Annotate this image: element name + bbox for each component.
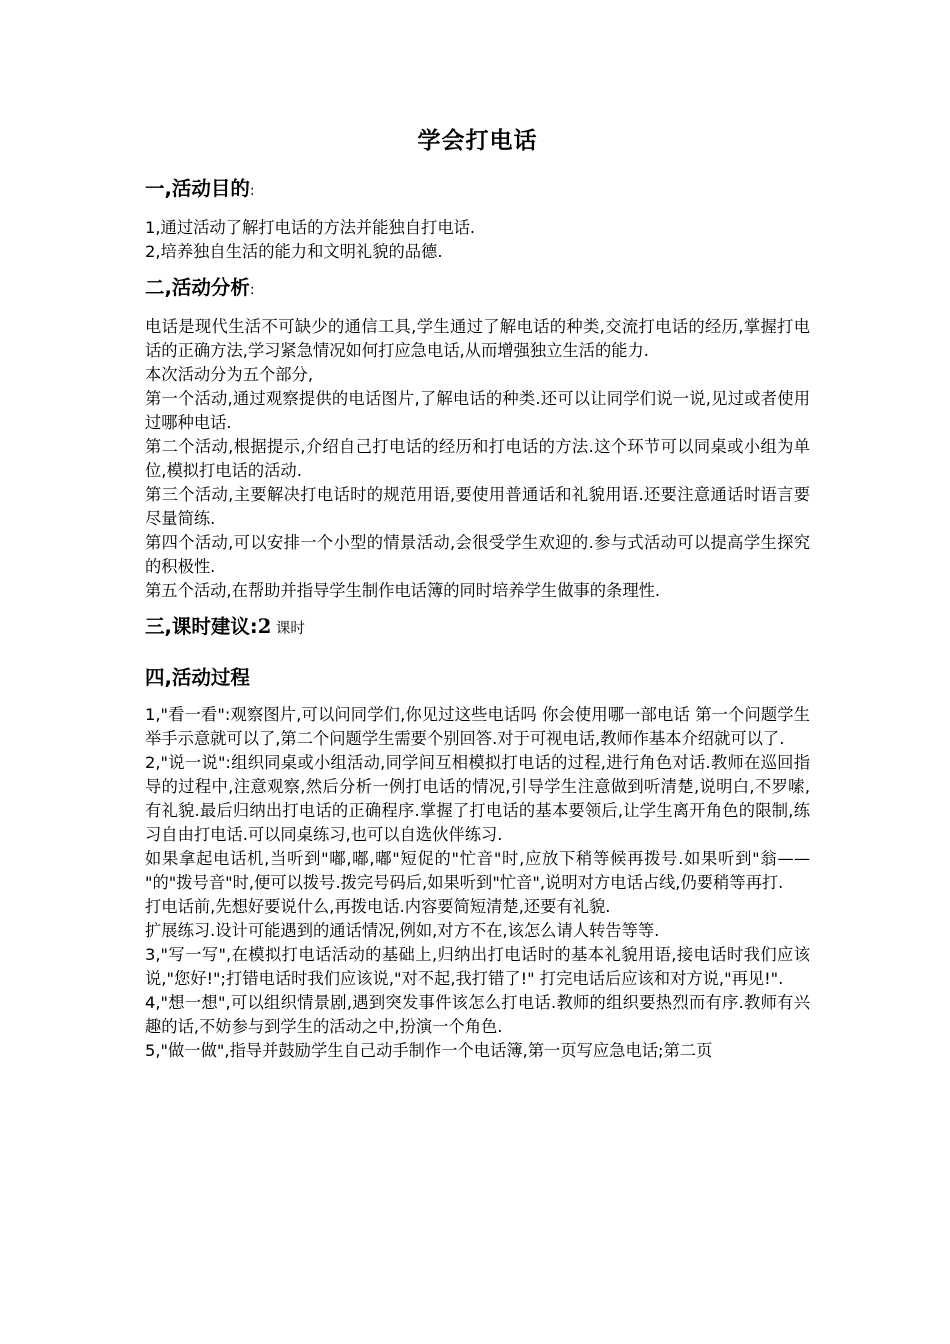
document-page xyxy=(145,122,810,1063)
paragraph: 如果拿起电话机,当听到"嘟,嘟,嘟"短促的"忙音"时,应放下稍等候再拨号.如果听到"翁—— "的"拨号音"时,便可以拨号.拨完号码后,如果听到"忙音",说明对方电话占线,仍要稍等再打. xyxy=(145,849,810,892)
paragraph: 第二个活动,根据提示,介绍自己打电话的经历和打电话的方法.这个环节可以同桌或小组为单位,模拟打电话的活动. xyxy=(145,437,810,480)
section-heading-text: 二,活动分析 xyxy=(145,276,250,299)
paragraph: 扩展练习.设计可能遇到的通话情况,例如,对方不在,该怎么请人转告等等. xyxy=(145,921,660,940)
lesson-hours-number: 2 xyxy=(257,615,272,638)
paragraph: 第四个活动,可以安排一个小型的情景活动,会很受学生欢迎的.参与式活动可以提高学生探究的积极性. xyxy=(145,533,810,576)
paragraph: 4,"想一想",可以组织情景剧,遇到突发事件该怎么打电话.教师的组织要热烈而有序.教师有兴趣的话,不妨参与到学生的活动之中,扮演一个角色. xyxy=(145,993,810,1036)
section-heading xyxy=(145,174,810,206)
section-heading-text: 三,课时建议: xyxy=(145,615,258,638)
section-heading xyxy=(145,663,810,693)
paragraph: 5,"做一做",指导并鼓励学生自己动手制作一个电话簿,第一页写应急电话;第二页 xyxy=(145,1041,713,1060)
section-heading-text: 四,活动过程 xyxy=(145,666,250,689)
section-heading-suffix: : xyxy=(249,183,255,199)
paragraph: 1,"看一看":观察图片,可以问同学们,你见过这些电话吗 你会使用哪一部电话 第一个问题学生举手示意就可以了,第二个问题学生需要个别回答.对于可视电话,教师作基本介绍就可以了. xyxy=(145,705,810,748)
paragraph: 打电话前,先想好要说什么,再拨电话.内容要简短清楚,还要有礼貌. xyxy=(145,897,611,916)
paragraph: 2,培养独自生活的能力和文明礼貌的品德. xyxy=(145,242,443,261)
section-activity-analysis xyxy=(145,273,810,603)
section-heading-text: 一,活动目的 xyxy=(145,177,250,200)
paragraph: 1,通过活动了解打电话的方法并能独自打电话. xyxy=(145,218,476,237)
section-activity-process xyxy=(145,663,810,1063)
section-activity-goals xyxy=(145,174,810,264)
paragraph: 第一个活动,通过观察提供的电话图片,了解电话的种类.还可以让同学们说一说,见过或者使用过哪种电话. xyxy=(145,389,810,432)
section-heading-suffix: : xyxy=(249,282,255,298)
document-title: 学会打电话 xyxy=(417,128,538,154)
paragraph: 本次活动分为五个部分, xyxy=(145,365,313,384)
paragraph: 2,"说一说":组织同桌或小组活动,同学间互相模拟打电话的过程,进行角色对话.教师在巡回指导的过程中,注意观察,然后分析一例打电话的情况,引导学生注意做到听清楚,说明白,不罗嗦,有礼貌.最后归纳出打电话的正确程序.掌握了打电话的基本要领后,让学生离开角色的限制,练习自由打电话.可以同桌练习,也可以自选伙伴练习. xyxy=(145,753,810,844)
paragraph: 第三个活动,主要解决打电话时的规范用语,要使用普通话和礼貌用语.还要注意通话时语言要尽量简练. xyxy=(145,485,810,528)
section-heading xyxy=(145,273,810,305)
paragraph: 3,"写一写",在模拟打电话活动的基础上,归纳出打电话时的基本礼貌用语,接电话时我们应该说,"您好!";打错电话时我们应该说,"对不起,我打错了!" 打完电话后应该和对方说,"再见!". xyxy=(145,945,810,988)
section-lesson-hours xyxy=(145,612,810,644)
section-heading xyxy=(145,612,810,644)
paragraph: 第五个活动,在帮助并指导学生制作电话簿的同时培养学生做事的条理性. xyxy=(145,581,661,600)
paragraph: 电话是现代生活不可缺少的通信工具,学生通过了解电话的种类,交流打电话的经历,掌握打电话的正确方法,学习紧急情况如何打应急电话,从而增强独立生活的能力. xyxy=(145,317,810,360)
lesson-hours-unit: 课时 xyxy=(271,621,305,637)
